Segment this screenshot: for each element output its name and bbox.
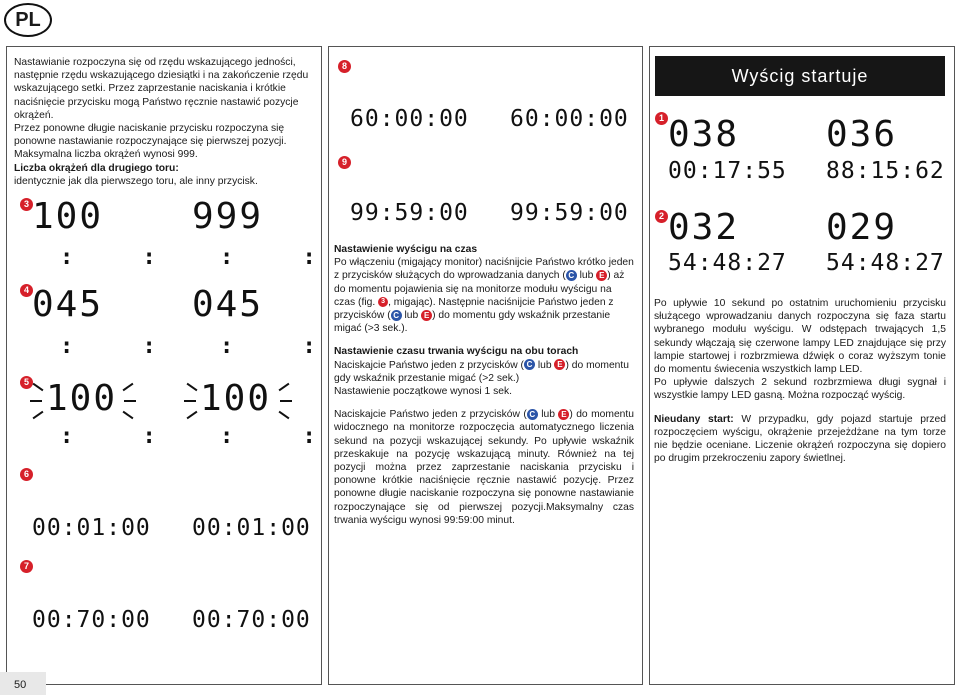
step-badge-2: 2 bbox=[655, 210, 668, 223]
lcd-time-left-1: 00:17:55 bbox=[668, 158, 787, 184]
col3-para2: Po upływie dalszych 2 sekund rozbrzmiewa długi sygnał i wszystkie lampy LED gasną. Można rozpocząć wyścig. bbox=[654, 377, 946, 402]
key-c-icon: C bbox=[566, 270, 577, 281]
step-badge-7: 7 bbox=[20, 560, 33, 573]
lcd-lap-left-1: 038 bbox=[668, 114, 740, 155]
col2-para3: Naciskajcie Państwo jeden z przycisków ( C lub E ) do momentu widocznego na monitorze rozpoczęcia automatycznego liczenia sekund na pozycji wskazującej sekundy. Po upływie wskaźnik przeskakuje na pozycję wskazującą minuty. Również na tej pozycji można przez zaprzestanie naciskania przycisku i ponowne krótkie naciśnięcie ręcznie nastawić pozycję. Przez ponowne długie naciskanie rozpoczyna się ponowne nastawianie rozpoczynające się od pierwszej pozycji.Maksymalny czas trwania wyścigu wynosi 99:59:00 minut. bbox=[334, 409, 634, 526]
step-badge-4: 4 bbox=[20, 284, 33, 297]
lcd-time-right-6: 00:01:00 bbox=[192, 515, 311, 541]
col3-para1: Po upływie 10 sekund po ostatnim uruchomieniu przycisku służącego wprowadzaniu danych rozpoczyna się faza startu wybranego modułu wyścigu. W odstępach trwających 1,5 sekundy włączają się czerwone lampy LED znajdujące się przy lampie startowej i rozbrzmiewa dźwięk o coraz wyższym tonie do momentu świecenia wszystkich lamp LED. bbox=[654, 298, 946, 376]
col1-heading: Liczba okrążeń dla drugiego toru: bbox=[14, 162, 179, 174]
col1-text bbox=[14, 56, 314, 188]
step-badge-3: 3 bbox=[20, 198, 33, 211]
lcd-lap-left-5: 100 bbox=[46, 378, 118, 419]
lcd-lap-left-3: 100 bbox=[32, 196, 104, 237]
key-c-icon: C bbox=[527, 409, 538, 420]
lcd-time-right-1: 88:15:62 bbox=[826, 158, 945, 184]
key-c-icon: C bbox=[391, 310, 402, 321]
step-badge-6: 6 bbox=[20, 468, 33, 481]
col1-para3: identycznie jak dla pierwszego toru, ale inny przycisk. bbox=[14, 175, 258, 187]
key-e-icon: E bbox=[421, 310, 432, 321]
lcd-lap-right-3: 999 bbox=[192, 196, 264, 237]
lcd-time-right-8: 60:00:00 bbox=[510, 106, 629, 132]
lcd-colons-right-4: : : bbox=[220, 334, 344, 359]
col2-heading2: Nastawienie czasu trwania wyścigu na obu torach bbox=[334, 346, 579, 358]
key-e-icon: E bbox=[596, 270, 607, 281]
lcd-lap-right-1: 036 bbox=[826, 114, 898, 155]
lcd-time-left-9: 99:59:00 bbox=[350, 200, 469, 226]
lcd-time-right-9: 99:59:00 bbox=[510, 200, 629, 226]
col2-para2: Naciskajcie Państwo jeden z przycisków ( C lub E ) do momentu gdy wskaźnik przestanie migać (>2 sek.) bbox=[334, 359, 629, 384]
col2-heading1: Nastawienie wyścigu na czas bbox=[334, 244, 478, 255]
lcd-colons-right-3: : : bbox=[220, 245, 344, 270]
lcd-lap-right-4: 045 bbox=[192, 284, 264, 325]
step-badge-1: 1 bbox=[655, 112, 668, 125]
col3-para3: Nieudany start: W przypadku, gdy pojazd startuje przed rozpoczęciem wyścigu, okrążenie przejeżdżane na tym torze nie będzie oceniane. Liczenie okrążeń rozpoczyna się dopiero po drugim przekroczeniu zapory świetlnej. bbox=[654, 413, 946, 465]
col1-para2: Przez ponowne długie naciskanie przycisku rozpoczyna się ponowne nastawianie rozpoczynające się pierwszej pozycji. Maksymalna liczba okrążeń wynosi 999. bbox=[14, 123, 287, 161]
col2-para2-d: Nastawienie początkowe wynosi 1 sek. bbox=[334, 386, 512, 398]
language-badge: PL bbox=[4, 3, 52, 37]
lcd-lap-left-2: 032 bbox=[668, 207, 740, 248]
lcd-colons-left-3: : : bbox=[60, 245, 184, 270]
lcd-lap-right-5: 100 bbox=[200, 378, 272, 419]
lcd-colons-left-5: : : bbox=[60, 424, 184, 449]
lcd-time-left-8: 60:00:00 bbox=[350, 106, 469, 132]
lcd-lap-left-4: 045 bbox=[32, 284, 104, 325]
step-badge-5: 5 bbox=[20, 376, 33, 389]
lcd-colons-left-4: : : bbox=[60, 334, 184, 359]
key-c-icon: C bbox=[524, 359, 535, 370]
lcd-colons-right-5: : : bbox=[220, 424, 344, 449]
page-number: 50 bbox=[14, 679, 27, 691]
col3-text bbox=[654, 297, 946, 465]
col2-para1: Po włączeniu (migający monitor) naciśnijcie Państwo krótko jeden z przycisków służących do wprowadzania danych ( C lub E ) aż do momentu pojawienia się na monitorze modułu wyścigu na czas (fig. 3 , migając). Następnie naciśnijcie Państwo jeden z przycisków ( C lub E ) do momentu gdy wskaźnik przestanie migać (>3 sek.). bbox=[334, 257, 634, 335]
lcd-time-left-7: 00:70:00 bbox=[32, 607, 151, 633]
lcd-lap-right-2: 029 bbox=[826, 207, 898, 248]
lcd-time-right-7: 00:70:00 bbox=[192, 607, 311, 633]
lcd-time-left-2: 54:48:27 bbox=[668, 250, 787, 276]
step-badge-8: 8 bbox=[338, 60, 351, 73]
lcd-time-left-6: 00:01:00 bbox=[32, 515, 151, 541]
fig-ref-badge: 3 bbox=[378, 297, 388, 307]
lcd-time-right-2: 54:48:27 bbox=[826, 250, 945, 276]
race-start-banner: Wyścig startuje bbox=[655, 56, 945, 96]
key-e-icon: E bbox=[558, 409, 569, 420]
key-e-icon: E bbox=[554, 359, 565, 370]
col1-para1: Nastawianie rozpoczyna się od rzędu wskazującego jedności, następnie rzędu wskazującego dziesiątki i na zakończenie rzędu wskazującego setki. Przez zaprzestanie naciskania i krótkie naciśnięcie przycisku mogą Państwo ręcznie nastawić pozycje okrążeń. bbox=[14, 57, 309, 121]
step-badge-9: 9 bbox=[338, 156, 351, 169]
col2-text bbox=[334, 243, 634, 527]
